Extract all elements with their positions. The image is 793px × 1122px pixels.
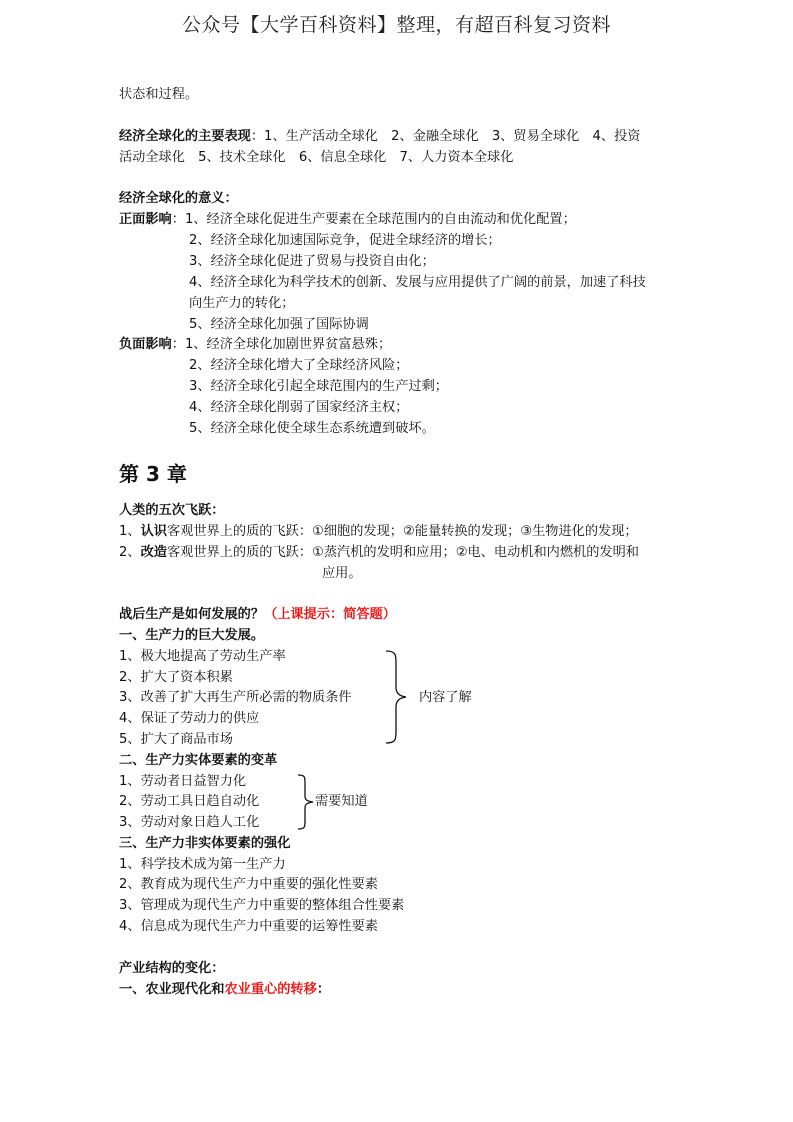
negative-impact-item: 1、经济全球化加剧世界贫富悬殊； <box>184 337 392 352</box>
positive-impact-item: 2、经济全球化加速国际竞争，促进全球经济的增长； <box>189 233 501 248</box>
positive-impact-item: 4、经济全球化为科学技术的创新、发展与应用提供了广阔的前景，加速了科技 <box>189 275 646 290</box>
right-brace-icon <box>296 773 316 831</box>
industry-heading: 产业结构的变化： <box>119 961 225 976</box>
section-1-item: 3、改善了扩大再生产所必需的物质条件 <box>119 690 352 705</box>
positive-impact-line-1: 正面影响：1、经济全球化促进生产要素在全球范围内的自由流动和优化配置； <box>119 212 576 227</box>
lecture-hint: （上课提示：简答题） <box>264 607 396 622</box>
negative-impact-item: 2、经济全球化增大了全球经济风险； <box>189 358 409 373</box>
section-2-item: 3、劳动对象日趋人工化 <box>119 815 260 830</box>
negative-impact-item: 4、经济全球化削弱了国家经济主权； <box>189 400 409 415</box>
chapter-title: 第 3 章 <box>119 462 187 486</box>
leap-item-1: 1、认识客观世界上的质的飞跃：①细胞的发现；②能量转换的发现；③生物进化的发现； <box>119 524 638 539</box>
negative-impact-line-1: 负面影响：1、经济全球化加剧世界贫富悬殊； <box>119 337 392 352</box>
leap-keyword: 改造 <box>140 545 167 560</box>
section-3-item: 2、教育成为现代生产力中重要的强化性要素 <box>119 877 378 892</box>
manifestations-heading: 经济全球化的主要表现 <box>119 129 251 144</box>
section-1-item: 5、扩大了商品市场 <box>119 732 233 747</box>
industry-subheading: 一、农业现代化和农业重心的转移： <box>119 982 330 997</box>
postwar-question: 战后生产是如何发展的？（上课提示：简答题） <box>119 607 396 622</box>
agriculture-shift-highlight: 农业重心的转移 <box>224 982 317 997</box>
section-1-note: 内容了解 <box>419 690 472 705</box>
positive-impact-item: 5、经济全球化加强了国际协调 <box>189 317 369 332</box>
page-header: 公众号【大学百科资料】整理，有超百科复习资料 <box>181 14 611 36</box>
positive-impact-label: 正面影响 <box>119 212 172 227</box>
positive-impact-item: 3、经济全球化促进了贸易与投资自由化； <box>189 254 435 269</box>
section-3-item: 3、管理成为现代生产力中重要的整体组合性要素 <box>119 898 405 913</box>
right-brace-icon <box>383 649 411 745</box>
section-1-item: 4、保证了劳动力的供应 <box>119 711 260 726</box>
section-3-title: 三、生产力非实体要素的强化 <box>119 836 291 851</box>
manifestations-line-2: 活动全球化 5、技术全球化 6、信息全球化 7、人力资本全球化 <box>119 150 514 165</box>
section-2-item: 2、劳动工具日趋自动化 <box>119 794 260 809</box>
section-2-note: 需要知道 <box>315 794 368 809</box>
leap-keyword: 认识 <box>140 524 167 539</box>
leap-item-2-cont: 应用。 <box>322 566 362 581</box>
leaps-heading: 人类的五次飞跃： <box>119 503 225 518</box>
positive-impact-item: 1、经济全球化促进生产要素在全球范围内的自由流动和优化配置； <box>184 212 576 227</box>
negative-impact-label: 负面影响 <box>119 337 172 352</box>
positive-impact-item-cont: 向生产力的转化； <box>189 296 295 311</box>
section-1-item: 1、极大地提高了劳动生产率 <box>119 649 286 664</box>
section-3-item: 4、信息成为现代生产力中重要的运筹性要素 <box>119 919 378 934</box>
manifestations-text-1: ：1、生产活动全球化 2、金融全球化 3、贸易全球化 4、投资 <box>250 129 641 144</box>
negative-impact-item: 5、经济全球化使全球生态系统遭到破坏。 <box>189 421 435 436</box>
negative-impact-item: 3、经济全球化引起全球范围内的生产过剩； <box>189 379 448 394</box>
significance-heading: 经济全球化的意义： <box>119 191 238 206</box>
manifestations-line-1 <box>119 128 641 146</box>
section-1-item: 2、扩大了资本积累 <box>119 670 233 685</box>
section-2-item: 1、劳动者日益智力化 <box>119 774 247 789</box>
section-3-item: 1、科学技术成为第一生产力 <box>119 857 286 872</box>
section-2-title: 二、生产力实体要素的变革 <box>119 753 278 768</box>
intro-text: 状态和过程。 <box>119 87 199 102</box>
leap-item-2: 2、改造客观世界上的质的飞跃：①蒸汽机的发明和应用；②电、电动机和内燃机的发明和 <box>119 545 639 560</box>
section-1-title: 一、生产力的巨大发展。 <box>119 628 265 643</box>
